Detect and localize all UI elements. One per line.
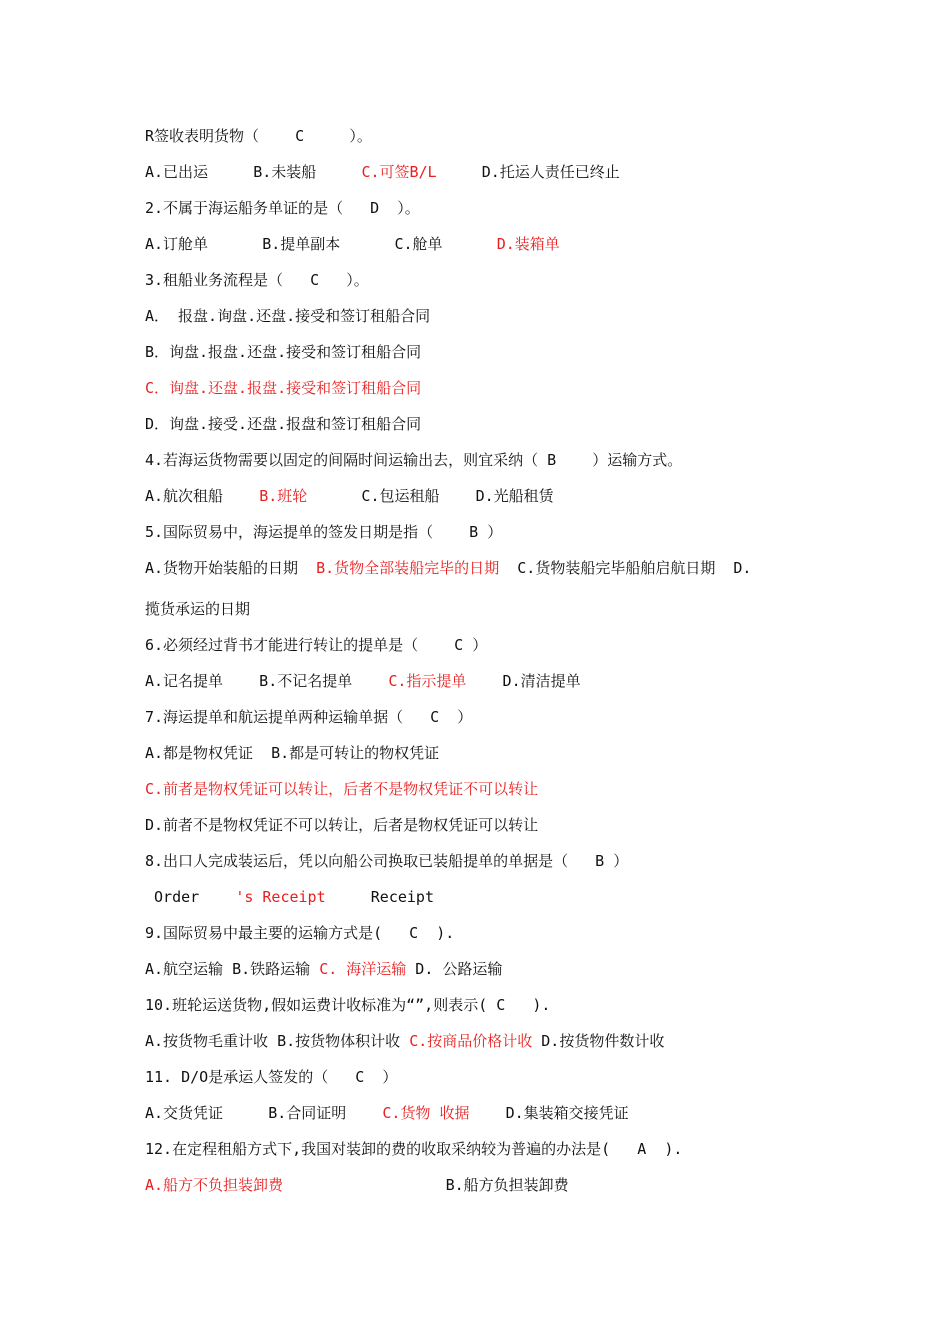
text-line-5 bbox=[145, 270, 369, 290]
line-text: D.托运人责任已终止 bbox=[436, 163, 620, 181]
text-line-11 bbox=[145, 486, 554, 506]
answer-highlight: B.班轮 bbox=[259, 487, 308, 505]
text-line-12 bbox=[145, 522, 502, 542]
line-text: D.清洁提单 bbox=[466, 672, 581, 690]
line-text: 4.若海运货物需要以固定的间隔时间运输出去，则宜采纳（ B ）运输方式。 bbox=[145, 451, 683, 469]
line-text: A.订舱单 B.提单副本 C.舱单 bbox=[145, 235, 497, 253]
line-text: A.记名提单 B.不记名提单 bbox=[145, 672, 389, 690]
answer-highlight: C.按商品价格计收 bbox=[409, 1032, 533, 1050]
text-line-15 bbox=[145, 635, 487, 655]
line-text: A． 报盘.询盘.还盘.接受和签订租船合同 bbox=[145, 307, 431, 325]
line-text: 9.国际贸易中最主要的运输方式是( C ). bbox=[145, 924, 455, 942]
text-line-24 bbox=[145, 959, 502, 979]
line-text: Receipt bbox=[325, 888, 434, 906]
line-text: 2.不属于海运船务单证的是（ D ）。 bbox=[145, 199, 420, 217]
text-line-4 bbox=[145, 234, 560, 254]
answer-highlight: A.船方不负担装卸费 bbox=[145, 1176, 284, 1194]
line-text: D. 公路运输 bbox=[406, 960, 503, 978]
line-text: 11. D/O是承运人签发的（ C ） bbox=[145, 1068, 398, 1086]
line-text: A.货物开始装船的日期 bbox=[145, 559, 317, 577]
text-line-19 bbox=[145, 779, 538, 799]
text-line-22 bbox=[145, 887, 434, 907]
line-text: Order bbox=[145, 888, 236, 906]
answer-highlight: C.指示提单 bbox=[388, 672, 467, 690]
line-text: D.前者不是物权凭证不可以转让，后者是物权凭证可以转让 bbox=[145, 816, 539, 834]
text-line-14 bbox=[145, 599, 250, 619]
text-line-8 bbox=[145, 378, 421, 398]
text-line-26 bbox=[145, 1031, 664, 1051]
line-text: A.交货凭证 B.合同证明 bbox=[145, 1104, 383, 1122]
line-text: C.包运租船 D.光船租赁 bbox=[307, 487, 554, 505]
answer-highlight: 's Receipt bbox=[235, 888, 326, 906]
text-line-28 bbox=[145, 1103, 629, 1123]
text-line-16 bbox=[145, 671, 581, 691]
line-text: 5.国际贸易中，海运提单的签发日期是指（ B ） bbox=[145, 523, 503, 541]
line-text: D．询盘.接受.还盘.报盘和签订租船合同 bbox=[145, 415, 422, 433]
line-text: A.航次租船 bbox=[145, 487, 260, 505]
line-text: A.都是物权凭证 B.都是可转让的物权凭证 bbox=[145, 744, 440, 762]
text-line-30 bbox=[145, 1175, 569, 1195]
answer-highlight: C. 海洋运输 bbox=[319, 960, 407, 978]
text-line-20 bbox=[145, 815, 538, 835]
line-text: 8.出口人完成装运后，凭以向船公司换取已装船提单的单据是（ B ） bbox=[145, 852, 629, 870]
line-text: R签收表明货物（ C ）。 bbox=[145, 127, 372, 145]
line-text: 7.海运提单和航运提单两种运输单据（ C ） bbox=[145, 708, 473, 726]
text-line-3 bbox=[145, 198, 420, 218]
text-line-18 bbox=[145, 743, 439, 763]
text-line-25 bbox=[145, 995, 550, 1015]
answer-highlight: B.货物全部装船完毕的日期 bbox=[316, 559, 500, 577]
answer-highlight: C.货物 收据 bbox=[382, 1104, 470, 1122]
text-line-2 bbox=[145, 162, 620, 182]
line-text: D.集装箱交接凭证 bbox=[469, 1104, 629, 1122]
line-text: 10.班轮运送货物,假如运费计收标准为“”,则表示( C ). bbox=[145, 996, 551, 1014]
line-text: A.按货物毛重计收 B.按货物体积计收 bbox=[145, 1032, 410, 1050]
line-text: 6.必须经过背书才能进行转让的提单是（ C ） bbox=[145, 636, 488, 654]
text-line-13 bbox=[145, 558, 751, 578]
text-line-10 bbox=[145, 450, 682, 470]
line-text: B.船方负担装卸费 bbox=[283, 1176, 569, 1194]
line-text: A.航空运输 B.铁路运输 bbox=[145, 960, 320, 978]
text-line-17 bbox=[145, 707, 472, 727]
line-text: C.货物装船完毕船舶启航日期 D. bbox=[499, 559, 752, 577]
line-text: 12.在定程租船方式下,我国对装卸的费的收取采纳较为普遍的办法是( A ). bbox=[145, 1140, 683, 1158]
text-line-9 bbox=[145, 414, 421, 434]
answer-highlight: D.装箱单 bbox=[496, 235, 560, 253]
text-line-1 bbox=[145, 126, 372, 146]
text-line-21 bbox=[145, 851, 628, 871]
line-text: 揽货承运的日期 bbox=[145, 600, 251, 618]
text-line-7 bbox=[145, 342, 421, 362]
text-line-23 bbox=[145, 923, 454, 943]
line-text: A.已出运 B.未装船 bbox=[145, 163, 362, 181]
answer-highlight: C.可签B/L bbox=[361, 163, 437, 181]
answer-highlight: C.前者是物权凭证可以转让，后者不是物权凭证不可以转让 bbox=[145, 780, 539, 798]
line-text: B．询盘.报盘.还盘.接受和签订租船合同 bbox=[145, 343, 422, 361]
text-line-6 bbox=[145, 306, 430, 326]
text-line-29 bbox=[145, 1139, 682, 1159]
line-text: D.按货物件数计收 bbox=[532, 1032, 665, 1050]
answer-highlight: C．询盘.还盘.报盘.接受和签订租船合同 bbox=[145, 379, 422, 397]
line-text: 3.租船业务流程是（ C ）。 bbox=[145, 271, 369, 289]
text-line-27 bbox=[145, 1067, 397, 1087]
